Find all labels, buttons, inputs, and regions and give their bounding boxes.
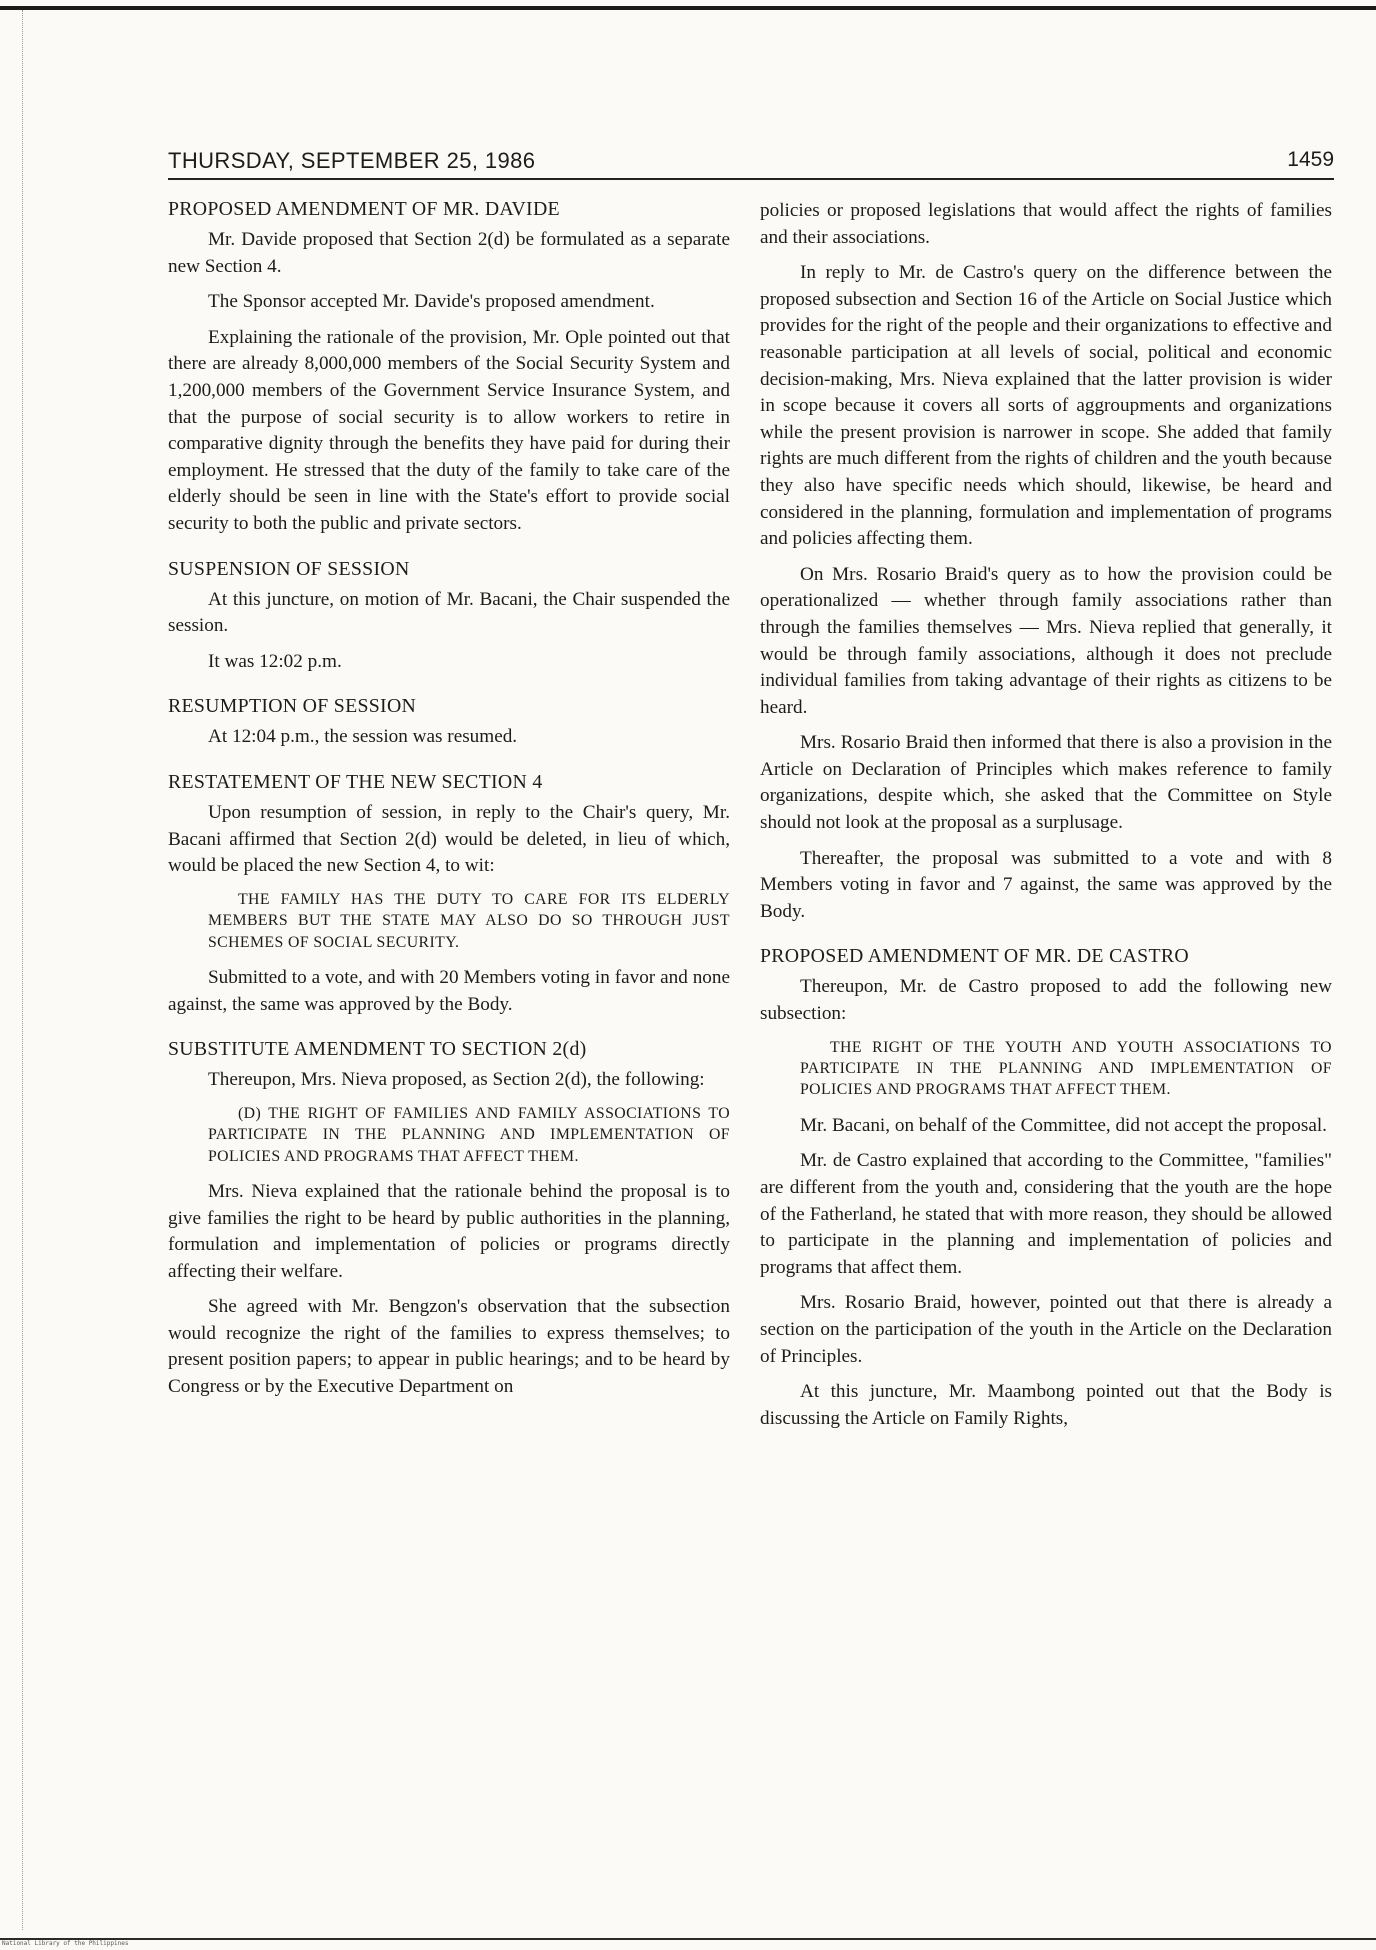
header-date: THURSDAY, SEPTEMBER 25, 1986 [168,148,536,173]
paragraph: Submitted to a vote, and with 20 Members voting in favor and none against, the same was approved by the Body. [168,966,730,1015]
paragraph: Explaining the rationale of the provision, Mr. Ople pointed out that there are already 8,000,000 members of the Social Security System and 1,200,000 members of the Government Service Insurance System, and that the purpose of social security is to allow workers to retire in comparative dignity through the benefits they have paid for during their employment. He stressed that the duty of the family to take care of the elderly should be seen in line with the State's effort to provide social security to both the public and private sectors. [168,326,730,534]
scan-left-edge [0,10,23,1930]
paragraph: Mrs. Rosario Braid, however, pointed out that there is already a section on the participation of the youth in the Article on the Declaration of Principles. [760,1292,1332,1367]
paragraph: On Mrs. Rosario Braid's query as to how the provision could be operationalized — whether through family associations rather than through the families themselves — Mrs. Nieva replied that generally, it would be through family associations, although it does not preclude individual families from taking advantage of their rights as citizens to be heard. [760,563,1332,718]
paragraph: In reply to Mr. de Castro's query on the difference between the proposed subsection and Section 16 of the Article on Social Justice which provides for the right of the people and their organizations to effective and reasonable participation at all levels of social, political and economic decision-making, Mrs. Nieva explained that the latter provision is wider in scope because it covers all sorts of aggroupments and organizations while the present provision is narrower in scope. She added that family rights are much different from the rights of children and the youth because they also have specific needs which should, likewise, be heard and considered in the planning, formulation and implementation of programs and policies affecting them. [760,262,1332,550]
left-column [168,198,730,1410]
paragraph: Thereupon, Mrs. Nieva proposed, as Section 2(d), the following: [208,1069,705,1091]
right-column [760,198,1332,1441]
scan-footer-note: National Library of the Philippines [2,1940,129,1947]
top-border-rule [0,6,1376,10]
paragraph: Mr. Bacani, on behalf of the Committee, did not accept the proposal. [800,1114,1327,1136]
paragraph: At this juncture, Mr. Maambong pointed out that the Body is discussing the Article on Family Rights, [760,1381,1332,1429]
section-heading: RESUMPTION OF SESSION [168,695,417,718]
paragraph: At this juncture, on motion of Mr. Bacani, the Chair suspended the session. [168,588,730,637]
paragraph: At 12:04 p.m., the session was resumed. [208,726,518,748]
paragraph: Upon resumption of session, in reply to the Chair's query, Mr. Bacani affirmed that Section 2(d) would be deleted, in lieu of which, would be placed the new Section 4, to wit: [168,801,730,877]
section-heading: RESTATEMENT OF THE NEW SECTION 4 [168,770,543,793]
section-heading: SUSPENSION OF SESSION [168,557,410,580]
paragraph: Mrs. Rosario Braid then informed that there is also a provision in the Article on Declaration of Principles which makes reference to family organizations, despite which, she asked that the Committee on Style should not look at the proposal as a surplusage. [760,732,1332,834]
paragraph: Thereupon, Mr. de Castro proposed to add the following new subsection: [760,976,1332,1025]
section-heading: SUBSTITUTE AMENDMENT TO SECTION 2(d) [168,1038,587,1061]
section-heading: PROPOSED AMENDMENT OF MR. DAVIDE [168,198,560,220]
paragraph: policies or proposed legislations that would affect the rights of families and their associations. [760,200,1332,248]
section-heading: PROPOSED AMENDMENT OF MR. DE CASTRO [760,945,1189,968]
paragraph: She agreed with Mr. Bengzon's observation that the subsection would recognize the right of the families to express themselves; to present position papers; to appear in public hearings; and to be heard by Congress or by the Executive Department on [168,1296,730,1398]
quoted-provision: (D) THE RIGHT OF FAMILIES AND FAMILY ASSOCIATIONS TO PARTICIPATE IN THE PLANNING AND IMPLEMENTATION OF POLICIES AND PROGRAMS THAT AFFECT THEM. [208,1104,730,1165]
bottom-border-rule [0,1938,1376,1940]
quoted-provision: THE FAMILY HAS THE DUTY TO CARE FOR ITS ELDERLY MEMBERS BUT THE STATE MAY ALSO DO SO THROUGH JUST SCHEMES OF SOCIAL SECURITY. [208,890,730,951]
paragraph: Mr. de Castro explained that according to the Committee, "families" are different from the youth and, considering that the youth are the hope of the Fatherland, he stated that with more reason, they should be allowed to participate in the planning and implementation of policies and programs that affect them. [760,1150,1332,1278]
page-number: 1459 [1287,148,1334,171]
paragraph: Mr. Davide proposed that Section 2(d) be formulated as a separate new Section 4. [168,229,730,277]
paragraph: It was 12:02 p.m. [208,650,342,672]
quoted-provision: THE RIGHT OF THE YOUTH AND YOUTH ASSOCIATIONS TO PARTICIPATE IN THE PLANNING AND IMPLEMENTATION OF POLICIES AND PROGRAMS THAT AFFECT THEM. [800,1038,1332,1099]
page-header [168,146,1334,180]
paragraph: The Sponsor accepted Mr. Davide's proposed amendment. [208,291,655,313]
paragraph: Mrs. Nieva explained that the rationale behind the proposal is to give families the right to be heard by public authorities in the planning, formulation and implementation of policies or programs directly affecting their welfare. [168,1180,730,1282]
paragraph: Thereafter, the proposal was submitted to a vote and with 8 Members voting in favor and 7 against, the same was approved by the Body. [760,847,1332,922]
